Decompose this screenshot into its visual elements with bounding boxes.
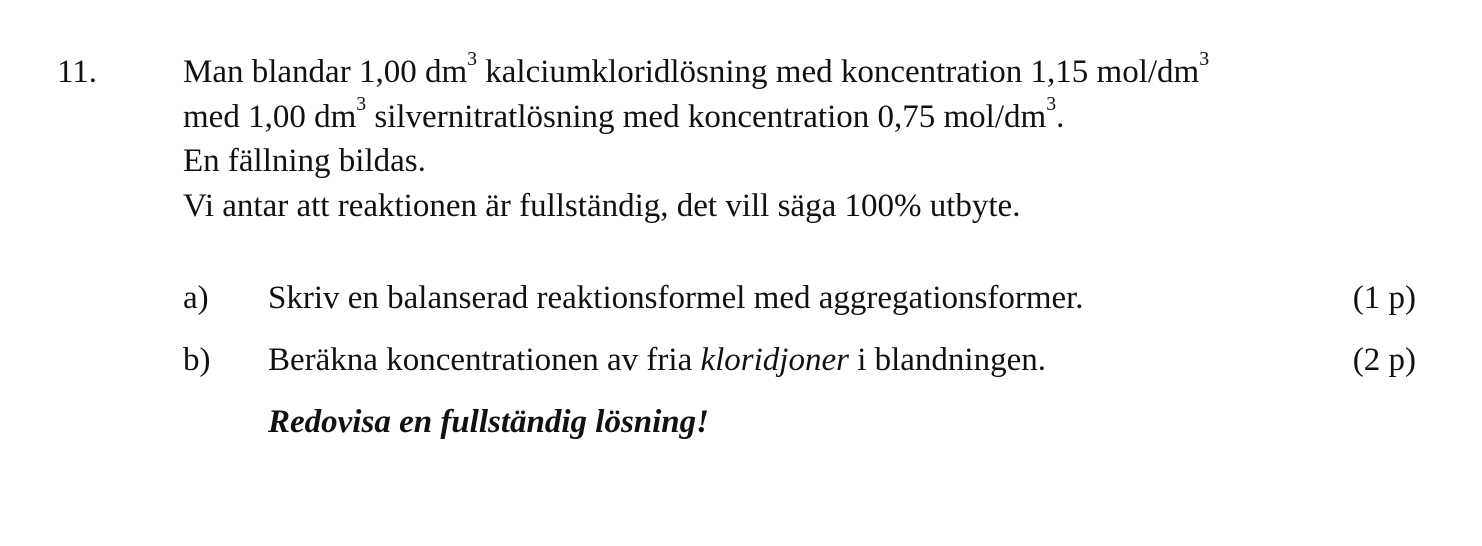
intro-line-2-superscript-b: 3 bbox=[1046, 92, 1057, 115]
intro-line-2-text-a: med 1,00 dm bbox=[183, 98, 357, 135]
part-b-points: (2 p) bbox=[1352, 342, 1416, 378]
part-b-text bbox=[268, 340, 1046, 380]
part-b-text-italic: kloridjoner bbox=[700, 342, 849, 378]
intro-line-1-text-b: kalciumkloridlösning med koncentration 1,15 mol/dm bbox=[477, 54, 1200, 90]
question-number: 11. bbox=[57, 54, 98, 90]
part-a-points: (1 p) bbox=[1352, 280, 1416, 316]
solution-instruction: Redovisa en fullständig lösning! bbox=[268, 404, 710, 440]
intro-line-2-text-b: silvernitratlösning med koncentration 0,75 mol/dm bbox=[366, 98, 1047, 135]
intro-line-2 bbox=[183, 92, 1209, 140]
part-b-text-before: Beräkna koncentrationen av fria bbox=[268, 342, 701, 378]
part-a-label: a) bbox=[183, 280, 209, 316]
intro-line-2-text-c: . bbox=[1056, 98, 1065, 135]
intro-line-2-superscript-a: 3 bbox=[356, 92, 367, 115]
part-b-label: b) bbox=[183, 342, 211, 378]
intro-line-3: En fällning bildas. bbox=[183, 143, 426, 179]
intro-line-1-text-a: Man blandar 1,00 dm bbox=[183, 54, 468, 90]
intro-line-4: Vi antar att reaktionen är fullständig, det vill säga 100% utbyte. bbox=[183, 187, 1021, 224]
intro-line-1-superscript-a: 3 bbox=[467, 48, 477, 71]
part-a-text: Skriv en balanserad reaktionsformel med aggregationsformer. bbox=[268, 280, 1084, 316]
part-b-text-after: i blandningen. bbox=[848, 342, 1047, 378]
question-intro bbox=[183, 50, 1209, 228]
intro-line-1-superscript-b: 3 bbox=[1199, 48, 1210, 71]
intro-line-1 bbox=[183, 50, 1209, 95]
